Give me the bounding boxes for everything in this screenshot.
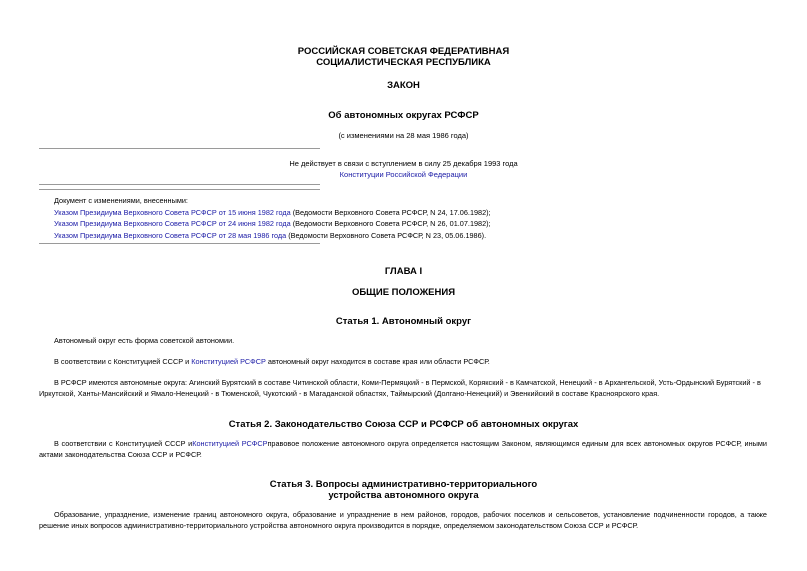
amendment-source-2: (Ведомости Верховного Совета РСФСР, N 26, 01.07.1982); — [290, 219, 491, 228]
article-2-text-before: В соответствии с Конституцией СССР и — [54, 439, 193, 448]
amendments-intro: Документ с изменениями, внесенными: — [54, 196, 188, 205]
amendment-link-1[interactable]: Указом Президиума Верховного Совета РСФСР от 15 июня 1982 года — [54, 207, 291, 217]
amendment-source-3: (Ведомости Верховного Совета РСФСР, N 23, 05.06.1986). — [286, 230, 487, 240]
constitution-rsfsr-link[interactable]: Конституцией РСФСР — [191, 357, 266, 366]
chapter-title: ОБЩИЕ ПОЛОЖЕНИЯ — [351, 287, 456, 298]
article-2-paragraph — [39, 438, 767, 460]
amendment-note: (с изменениями на 28 мая 1986 года) — [338, 131, 469, 140]
divider — [39, 243, 320, 244]
article-3-paragraph — [39, 509, 767, 531]
list-item — [54, 207, 774, 219]
article-1-paragraph-1 — [39, 335, 767, 346]
article-2-text-after: правовое положение автономного округа определяется настоящим Законом, являющимся единым для всех автономных округов РСФСР, иными актами законодательства Союза ССР и РСФСР. — [39, 439, 767, 459]
list-item — [54, 230, 774, 242]
list-item — [54, 218, 774, 230]
header-line-1: РОССИЙСКАЯ СОВЕТСКАЯ ФЕДЕРАТИВНАЯ — [297, 46, 510, 57]
status-text: Не действует в связи с вступлением в силу 25 декабря 1993 года — [289, 159, 518, 168]
article-1-p2-text-before: В соответствии с Конституцией СССР и — [54, 357, 192, 366]
article-2-title: Статья 2. Законодательство Союза ССР и РСФСР об автономных округах — [228, 419, 579, 430]
article-1-paragraph-3-line-1 — [39, 377, 767, 388]
article-1-paragraph-2 — [39, 356, 767, 367]
amendments-list — [54, 195, 774, 241]
document-title: Об автономных округах РСФСР — [328, 110, 479, 121]
article-1-p2-text-after: автономный округ находится в составе края или области РСФСР. — [265, 357, 490, 366]
amendment-link-3[interactable]: Указом Президиума Верховного Совета РСФСР от 28 мая 1986 года — [54, 230, 287, 240]
article-3-title-line-2: устройства автономного округа — [328, 490, 479, 501]
article-3-text: Образование, упразднение, изменение границ автономного округа, образование и упразднение в нем районов, городов, рабочих поселков и сельсоветов, установление подчиненности городов, а также решение иных вопросов административно-территориального устройства автономного округа производится в порядке, определяемом законодательством Союза ССР и РСФСР. — [39, 510, 767, 530]
amendment-source-1: (Ведомости Верховного Совета РСФСР, N 24, 17.06.1982); — [290, 207, 491, 217]
constitution-rsfsr-link[interactable]: Конституцией РСФСР — [192, 439, 268, 448]
divider — [39, 148, 320, 149]
constitution-rf-link[interactable]: Конституции Российской Федерации — [339, 170, 468, 179]
status-link-line — [0, 170, 807, 179]
article-1-p3-line-1: В РСФСР имеются автономные округа: Агинский Бурятский в составе Читинской области, Коми-Пермяцкий - в Пермской, Корякский - в Камчатской, Ненецкий - в Архангельской, Усть-Ордынский Бурятский - в — [54, 378, 761, 387]
amendment-link-2[interactable]: Указом Президиума Верховного Совета РСФСР от 24 июня 1982 года — [54, 219, 291, 228]
article-1-paragraph-3-line-2: Иркутской, Ханты-Мансийский и Ямало-Ненецкий - в Тюменской, Чукотский - в Магаданской областях, Таймырский (Долгано-Ненецкий) и Эвенкийский в составе Красноярского края. — [39, 389, 660, 398]
divider — [39, 189, 320, 190]
article-1-title: Статья 1. Автономный округ — [335, 316, 472, 327]
article-1-p1-text: Автономный округ есть форма советской автономии. — [54, 336, 235, 345]
header-line-2: СОЦИАЛИСТИЧЕСКАЯ РЕСПУБЛИКА — [316, 57, 491, 68]
divider — [39, 184, 320, 185]
article-3-title-line-1: Статья 3. Вопросы административно-территориального — [269, 479, 538, 490]
chapter-number: ГЛАВА I — [384, 266, 423, 277]
law-label: ЗАКОН — [387, 80, 420, 91]
